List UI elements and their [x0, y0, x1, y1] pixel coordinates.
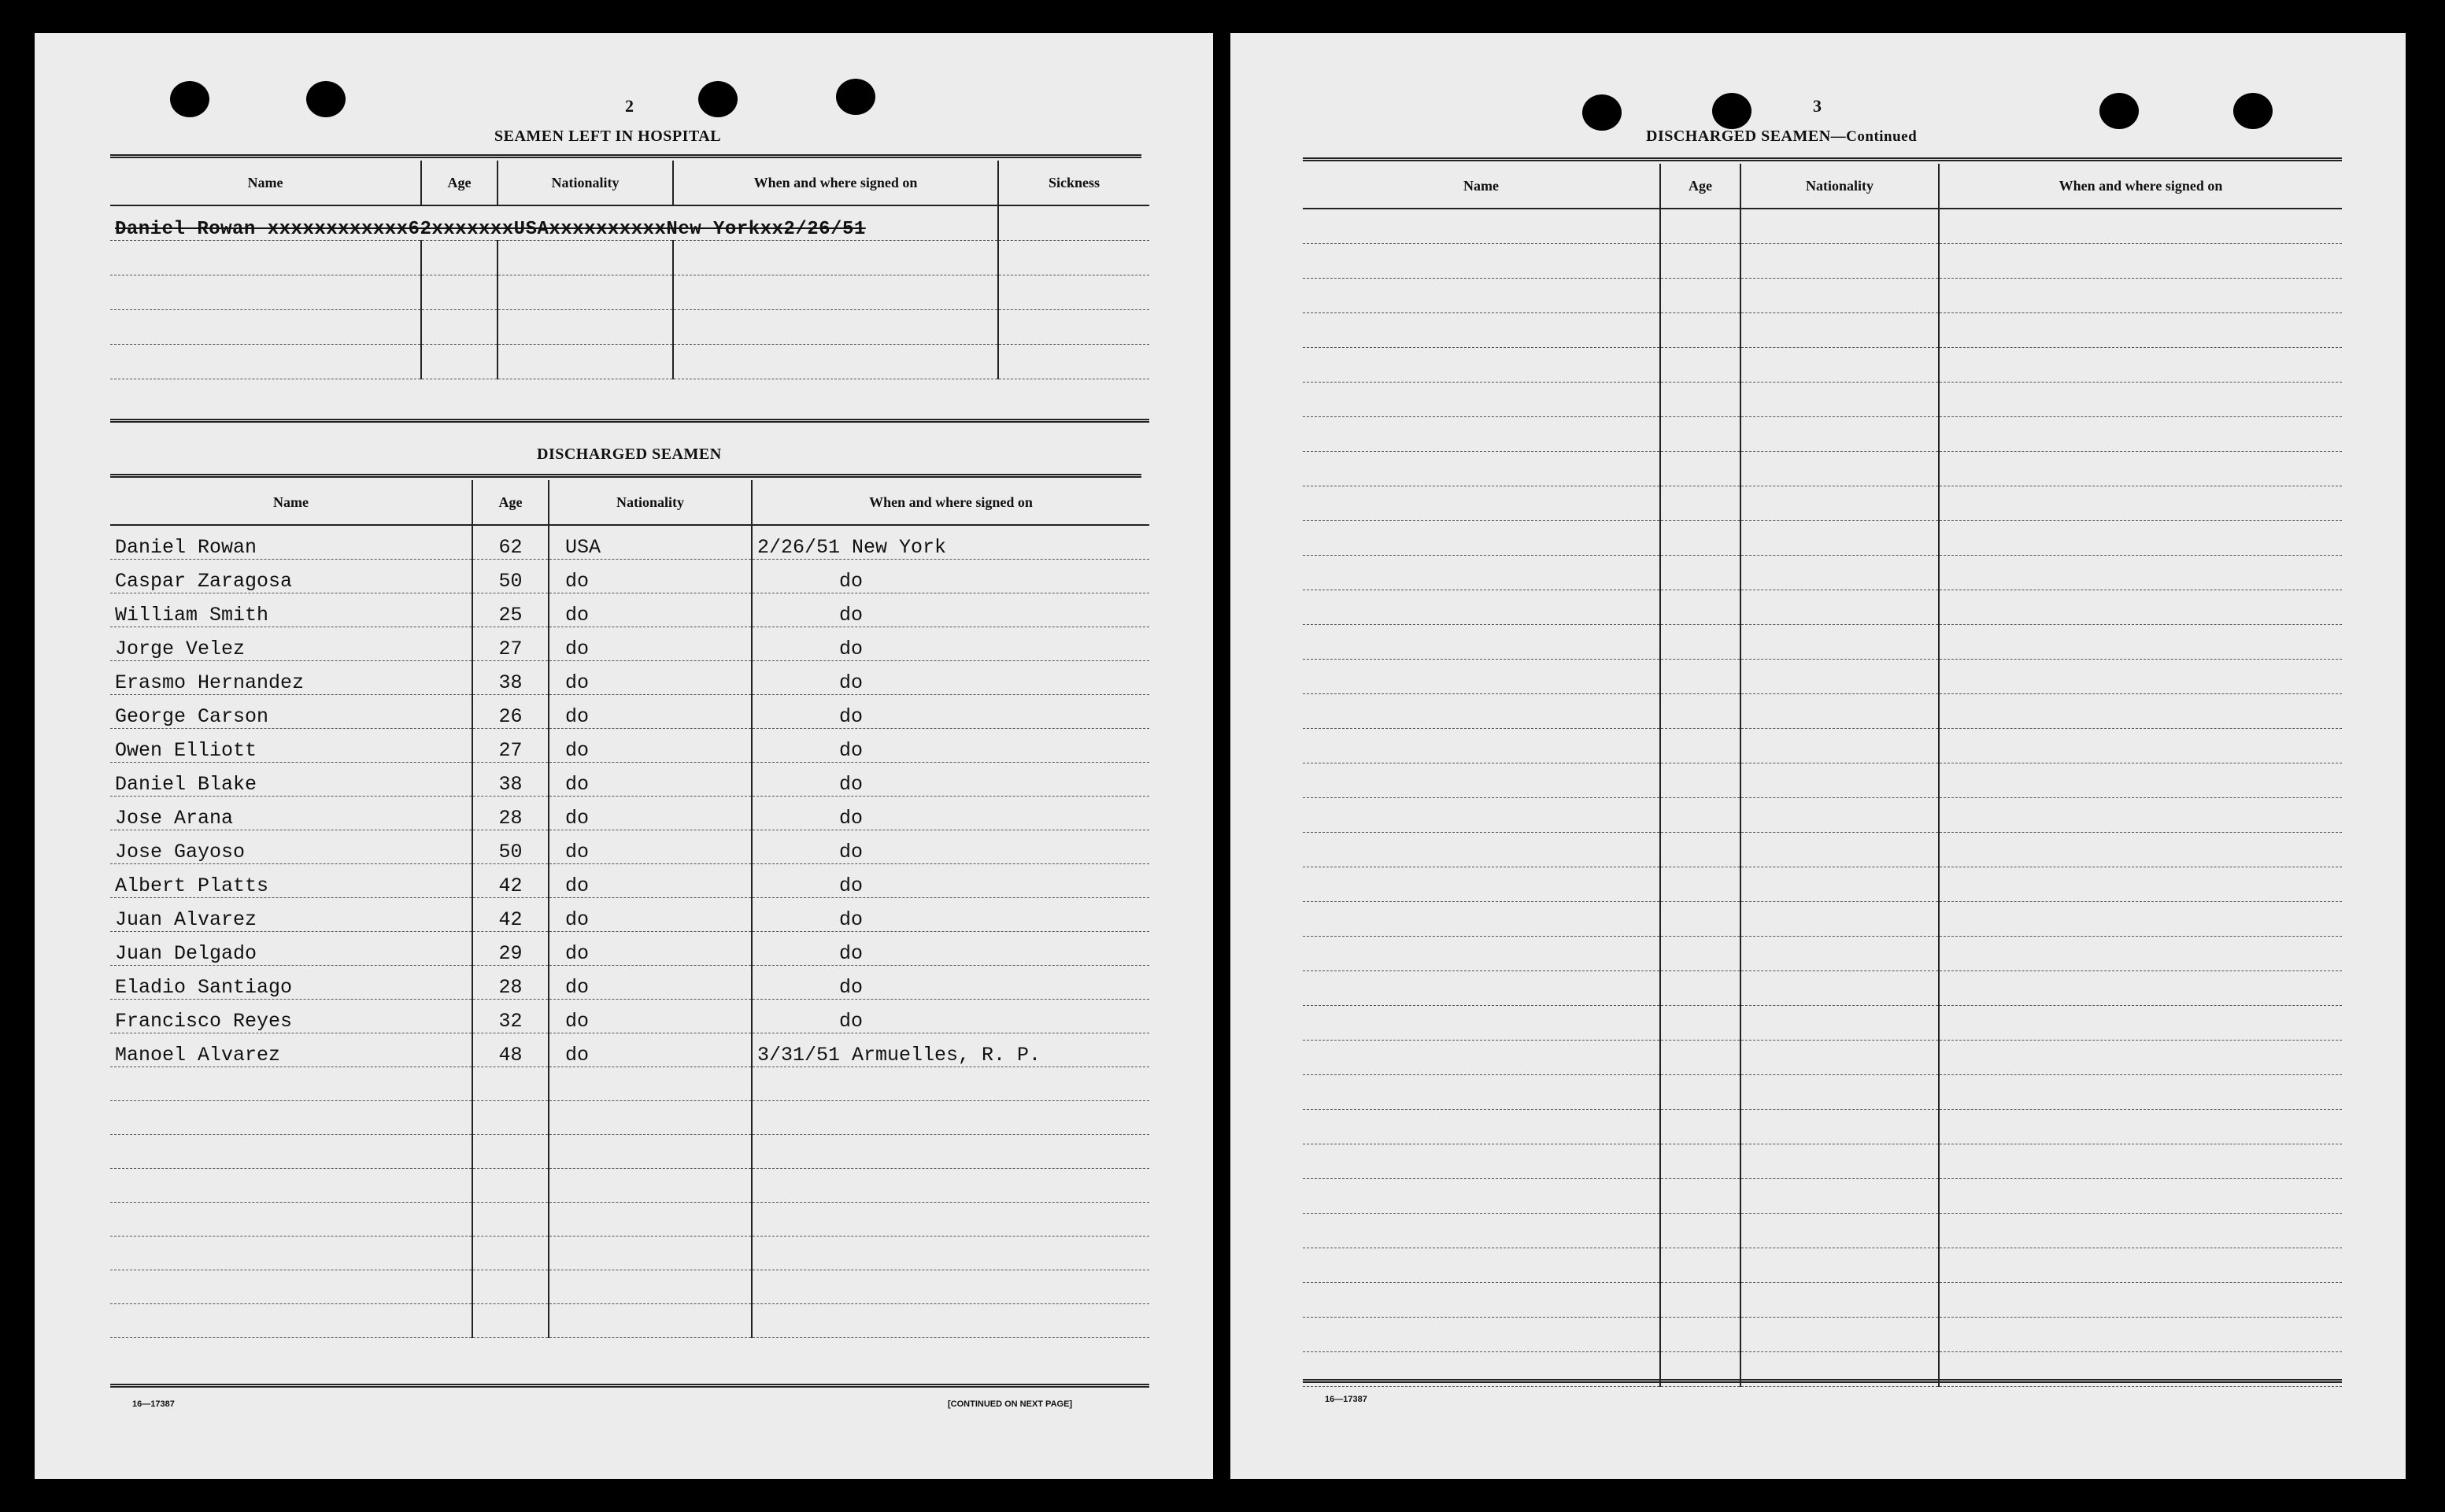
table-row — [1303, 312, 2342, 347]
table-row — [110, 240, 1149, 275]
title-main: DISCHARGED SEAMEN — [1646, 128, 1831, 145]
punch-hole — [2099, 93, 2139, 129]
seaman-name: Jose Gayoso — [110, 830, 472, 863]
table-row — [1303, 970, 2342, 1005]
table-row — [1303, 451, 2342, 486]
seaman-when-where: do — [752, 999, 1149, 1033]
seaman-name: Jose Arana — [110, 796, 472, 830]
seaman-name: George Carson — [110, 694, 472, 728]
discharged-section-title: DISCHARGED SEAMEN — [537, 445, 722, 463]
seaman-age: 28 — [472, 965, 549, 999]
table-row — [1303, 278, 2342, 312]
table-row — [1303, 867, 2342, 901]
seaman-when-where: do — [752, 863, 1149, 897]
seaman-name: Francisco Reyes — [110, 999, 472, 1033]
table-row — [1303, 590, 2342, 624]
header-nationality: Nationality — [1740, 164, 1939, 209]
table-row — [1303, 797, 2342, 832]
seaman-age: 38 — [472, 660, 549, 694]
seaman-name: Eladio Santiago — [110, 965, 472, 999]
table-row — [110, 897, 1149, 931]
seaman-name: Daniel Rowan — [110, 525, 472, 559]
seaman-age: 32 — [472, 999, 549, 1033]
seaman-when-where: do — [752, 931, 1149, 965]
table-row — [110, 205, 1149, 240]
page-number: 3 — [1813, 96, 1822, 116]
seaman-when-where: do — [752, 728, 1149, 762]
seaman-age: 42 — [472, 897, 549, 931]
header-name: Name — [110, 161, 421, 205]
continued-table — [1303, 164, 2342, 1387]
seaman-nationality: USA — [549, 525, 752, 559]
punch-hole — [698, 81, 738, 117]
table-row — [1303, 728, 2342, 763]
table-row — [110, 863, 1149, 897]
seaman-nationality: do — [549, 931, 752, 965]
seaman-nationality: do — [549, 999, 752, 1033]
table-row — [1303, 1282, 2342, 1317]
seaman-age: 42 — [472, 863, 549, 897]
table-row — [110, 1270, 1149, 1303]
table-row — [110, 965, 1149, 999]
punch-hole — [836, 79, 875, 115]
table-row — [110, 627, 1149, 660]
table-row — [1303, 520, 2342, 555]
seaman-nationality: do — [549, 965, 752, 999]
continued-bottom-rule — [1303, 1379, 2342, 1383]
table-row — [110, 1134, 1149, 1168]
table-row — [110, 830, 1149, 863]
seaman-age: 29 — [472, 931, 549, 965]
seaman-when-where: do — [752, 830, 1149, 863]
seaman-age: 27 — [472, 627, 549, 660]
seaman-age: 50 — [472, 830, 549, 863]
seaman-nationality: do — [549, 863, 752, 897]
header-name: Name — [110, 480, 472, 525]
seaman-age: 50 — [472, 559, 549, 593]
page-number: 2 — [625, 96, 634, 116]
table-row — [1303, 486, 2342, 520]
table-row — [1303, 209, 2342, 243]
table-row — [110, 931, 1149, 965]
table-row — [110, 728, 1149, 762]
seaman-when-where: do — [752, 660, 1149, 694]
table-row — [1303, 555, 2342, 590]
form-number: 16—17387 — [1325, 1395, 1367, 1404]
table-row — [110, 999, 1149, 1033]
table-row — [110, 796, 1149, 830]
seaman-nationality: do — [549, 627, 752, 660]
title-continued: —Continued — [1830, 128, 1918, 145]
seaman-age: 25 — [472, 593, 549, 627]
table-row — [110, 1067, 1149, 1100]
table-row — [1303, 1248, 2342, 1282]
header-nationality: Nationality — [549, 480, 752, 525]
punch-hole — [170, 81, 209, 117]
table-row — [1303, 693, 2342, 728]
seaman-nationality: do — [549, 897, 752, 931]
seaman-name: Albert Platts — [110, 863, 472, 897]
table-row — [1303, 901, 2342, 936]
seaman-name: Manoel Alvarez — [110, 1033, 472, 1067]
seaman-name: Daniel Blake — [110, 762, 472, 796]
table-row — [1303, 1144, 2342, 1178]
header-age: Age — [421, 161, 498, 205]
table-row — [1303, 416, 2342, 451]
table-row — [110, 694, 1149, 728]
discharged-continued-title — [1646, 128, 1917, 146]
seaman-name: Owen Elliott — [110, 728, 472, 762]
table-row — [1303, 832, 2342, 867]
table-row — [1303, 1178, 2342, 1213]
header-when-where: When and where signed on — [752, 480, 1149, 525]
table-row — [1303, 1317, 2342, 1351]
seaman-when-where: do — [752, 762, 1149, 796]
form-number: 16—17387 — [132, 1399, 175, 1409]
seaman-age: 48 — [472, 1033, 549, 1067]
seaman-age: 27 — [472, 728, 549, 762]
table-row — [110, 525, 1149, 559]
table-row — [110, 1303, 1149, 1337]
seaman-when-where: do — [752, 897, 1149, 931]
seaman-when-where: 2/26/51 New York — [752, 525, 1149, 559]
seaman-name: William Smith — [110, 593, 472, 627]
table-row — [110, 1202, 1149, 1236]
seaman-age: 62 — [472, 525, 549, 559]
seaman-when-where: do — [752, 796, 1149, 830]
table-row — [110, 660, 1149, 694]
table-row — [1303, 1040, 2342, 1074]
seaman-name: Erasmo Hernandez — [110, 660, 472, 694]
hospital-top-rule — [110, 154, 1141, 158]
seaman-nationality: do — [549, 559, 752, 593]
seaman-age: 38 — [472, 762, 549, 796]
seaman-nationality: do — [549, 762, 752, 796]
table-row — [110, 1033, 1149, 1067]
seaman-nationality: do — [549, 1033, 752, 1067]
table-row — [1303, 1074, 2342, 1109]
table-row — [1303, 347, 2342, 382]
continued-note: [CONTINUED ON NEXT PAGE] — [948, 1399, 1073, 1409]
seaman-name: Jorge Velez — [110, 627, 472, 660]
table-row — [110, 593, 1149, 627]
left-page — [35, 33, 1213, 1479]
hospital-table — [110, 161, 1149, 379]
table-row — [1303, 243, 2342, 278]
seaman-name: Caspar Zaragosa — [110, 559, 472, 593]
right-page — [1230, 33, 2406, 1479]
table-row — [110, 275, 1149, 309]
seaman-when-where: do — [752, 559, 1149, 593]
seaman-when-where: 3/31/51 Armuelles, R. P. — [752, 1033, 1149, 1067]
seaman-when-where: do — [752, 593, 1149, 627]
seaman-nationality: do — [549, 830, 752, 863]
seaman-nationality: do — [549, 796, 752, 830]
header-name: Name — [1303, 164, 1660, 209]
table-row — [1303, 1109, 2342, 1144]
struck-entry: Daniel Rowan xxxxxxxxxxxx62xxxxxxxUSAxxxxxxxxxxNew Yorkxx2/26/51 — [110, 205, 998, 240]
punch-hole — [306, 81, 346, 117]
seaman-nationality: do — [549, 660, 752, 694]
table-row — [1303, 1005, 2342, 1040]
punch-hole — [1712, 93, 1751, 129]
table-row — [110, 309, 1149, 344]
hospital-section-title: SEAMEN LEFT IN HOSPITAL — [494, 128, 722, 145]
seaman-nationality: do — [549, 728, 752, 762]
seaman-nationality: do — [549, 593, 752, 627]
table-row — [1303, 1213, 2342, 1248]
table-row — [110, 559, 1149, 593]
punch-hole — [1582, 94, 1622, 131]
table-row — [1303, 659, 2342, 693]
table-row — [1303, 382, 2342, 416]
continued-top-rule — [1303, 157, 2342, 161]
table-row — [1303, 624, 2342, 659]
discharged-bottom-rule — [110, 1384, 1149, 1388]
header-age: Age — [472, 480, 549, 525]
table-row — [1303, 763, 2342, 797]
table-row — [110, 1236, 1149, 1270]
seaman-when-where: do — [752, 694, 1149, 728]
hospital-bottom-rule — [110, 419, 1149, 423]
seaman-age: 28 — [472, 796, 549, 830]
table-row — [110, 1168, 1149, 1202]
discharged-top-rule — [110, 474, 1141, 478]
seaman-when-where: do — [752, 965, 1149, 999]
seaman-name: Juan Alvarez — [110, 897, 472, 931]
header-nationality: Nationality — [498, 161, 673, 205]
seaman-age: 26 — [472, 694, 549, 728]
table-row — [1303, 936, 2342, 970]
table-row — [110, 1100, 1149, 1134]
seaman-name: Juan Delgado — [110, 931, 472, 965]
header-sickness: Sickness — [998, 161, 1149, 205]
seaman-when-where: do — [752, 627, 1149, 660]
header-when-where: When and where signed on — [673, 161, 998, 205]
discharged-table — [110, 480, 1149, 1338]
seaman-nationality: do — [549, 694, 752, 728]
header-age: Age — [1660, 164, 1740, 209]
punch-hole — [2233, 93, 2273, 129]
table-row — [110, 344, 1149, 379]
table-row — [110, 762, 1149, 796]
header-when-where: When and where signed on — [1939, 164, 2342, 209]
